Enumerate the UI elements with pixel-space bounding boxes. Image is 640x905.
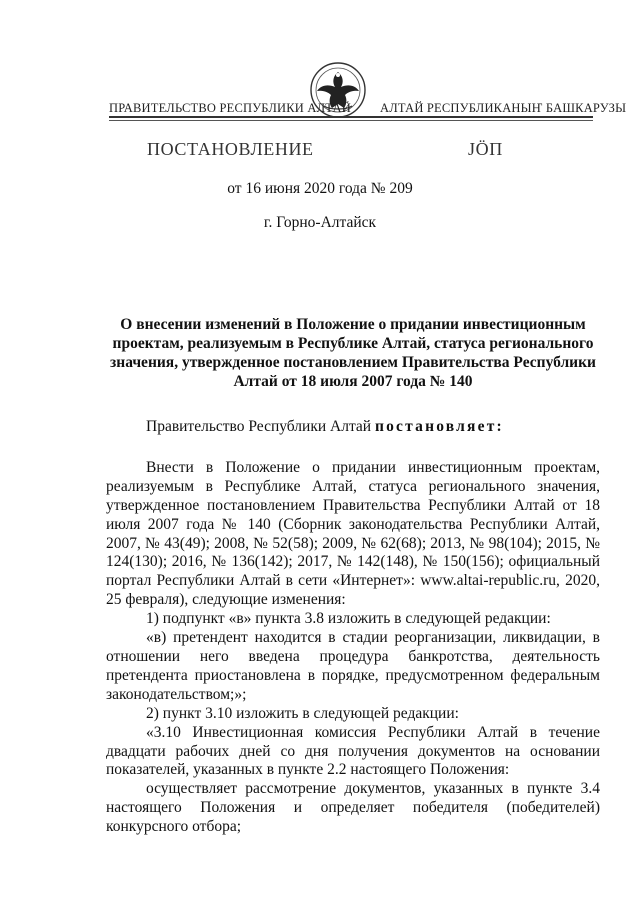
document-title: О внесении изменений в Положение о придании инвестиционным проектам, реализуемым в Республике Алтай, статуса регионального значения, утвержденное постановлением Правительства Республики Алтай от 18 июля 2007 года № 140 <box>110 316 596 390</box>
intro-prefix: Правительство Республики Алтай <box>146 418 375 435</box>
body-paragraph: 2) пункт 3.10 изложить в следующей редакции: <box>146 704 459 722</box>
document-city: г. Горно-Алтайск <box>263 214 377 231</box>
body-paragraph: осуществляет рассмотрение документов, указанных в пункте 3.4 настоящего Положения и определяет победителя (победителей) конкурсного отбора; <box>106 780 600 836</box>
document-type-altai: ЈӦП <box>468 139 503 159</box>
body-paragraph: «в) претендент находится в стадии реорганизации, ликвидации, в отношении него введена процедура банкротства, деятельность претендента приостановлена в порядке, предусмотренном федеральным законодательством;»; <box>106 629 600 703</box>
body-paragraph: Внести в Положение о придании инвестиционным проектам, реализуемым в Республике Алтай, статуса регионального значения, утвержденное постановлением Правительства Республики Алтай от 18 июля 2007 года № 140 (Сборник законодательства Республики Алтай, 2007, № 43(49); 2008, № 52(58); 2009, № 62(68); 2013, № 98(104); 2015, № 124(130); 2016, № 136(142); 2017, № 142(148), № 150(156); официальный портал Республики Алтай в сети «Интернет»: www.altai-republic.ru, 2020, 25 февраля), следующие изменения: <box>106 458 600 609</box>
government-name-altai: АЛТАЙ РЕСПУБЛИКАНЫҤ БАШКАРУЗЫ <box>380 101 627 115</box>
body-paragraph: «3.10 Инвестиционная комиссия Республики Алтай в течение двадцати рабочих дней со дня получения документов на основании показателей, указанных в пункте 2.2 настоящего Положения: <box>106 723 600 779</box>
document-body <box>106 418 600 837</box>
intro-decree-word: постановляет: <box>374 418 504 435</box>
intro-paragraph <box>106 418 600 437</box>
document-date: от 16 июня 2020 года № 209 <box>227 180 413 197</box>
header-rule-thin <box>109 120 593 121</box>
document-type-russian: ПОСТАНОВЛЕНИЕ <box>147 139 314 159</box>
government-name-russian: ПРАВИТЕЛЬСТВО РЕСПУБЛИКИ АЛТАЙ <box>109 101 351 115</box>
header-rule-thick <box>109 116 593 118</box>
body-paragraph: 1) подпункт «в» пункта 3.8 изложить в следующей редакции: <box>146 610 551 628</box>
